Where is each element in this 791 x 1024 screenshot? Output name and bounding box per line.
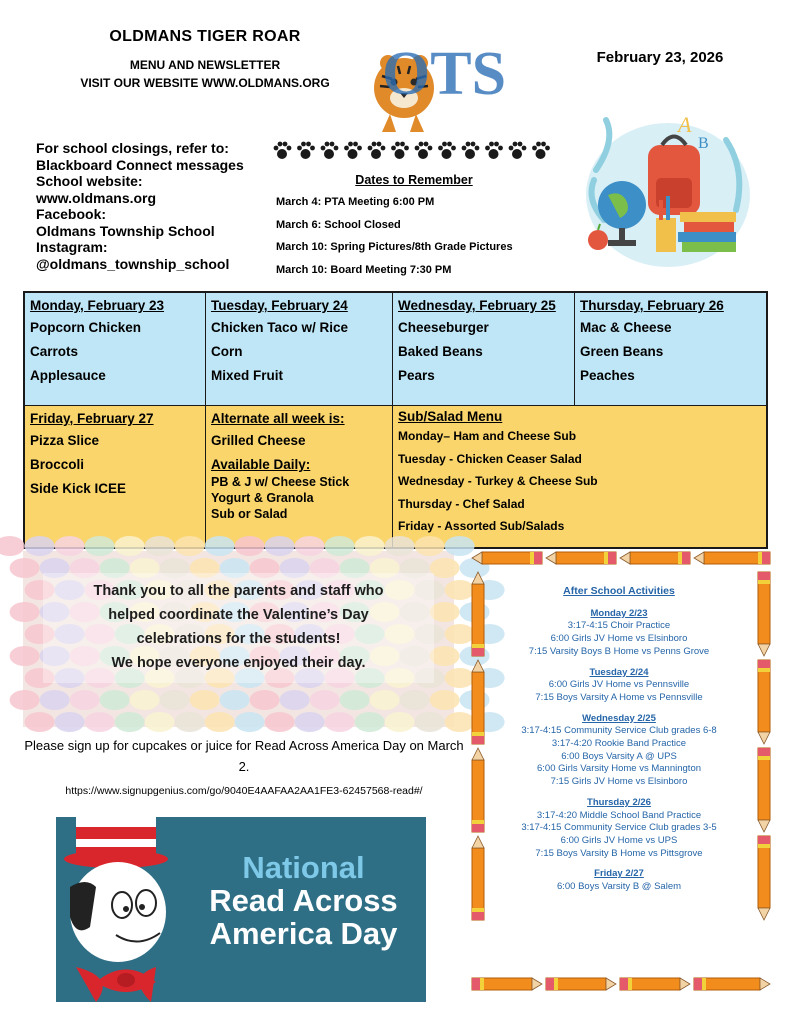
sub-item: Friday - Assorted Sub/Salads	[398, 519, 565, 533]
alternate-title: Alternate all week is:	[211, 411, 345, 426]
lunch-menu-grid	[23, 291, 768, 549]
paw-print-icon	[415, 142, 433, 159]
menu-item: Cheeseburger	[398, 320, 489, 335]
pencil-icon	[758, 660, 770, 744]
activity-item: 3:17-4:15 Community Service Club grades 3-5	[521, 822, 717, 834]
menu-item: Baked Beans	[398, 344, 483, 359]
activity-day: Tuesday 2/24	[589, 666, 649, 678]
available-daily-title: Available Daily:	[211, 457, 311, 472]
closings-line: Instagram:	[36, 239, 108, 255]
paw-print-icon	[297, 142, 315, 159]
activity-day: Thursday 2/26	[587, 796, 651, 808]
menu-thursday	[575, 293, 766, 406]
signup-link[interactable]: https://www.signupgenius.com/go/9040E4AAFAA2AA1FE3-62457568-read#/	[65, 785, 423, 797]
menu-item: Corn	[211, 344, 243, 359]
newsletter-title: OLDMANS TIGER ROAR	[109, 28, 301, 45]
pencil-icon	[758, 572, 770, 656]
pencil-icon	[620, 552, 690, 564]
activity-item: 3:17-4:15 Choir Practice	[567, 620, 671, 632]
newsletter-subtitle	[40, 56, 370, 92]
menu-item: Mixed Fruit	[211, 368, 284, 383]
date-item: March 10: Spring Pictures/8th Grade Pictures	[276, 241, 513, 253]
menu-alternate	[206, 406, 393, 547]
daily-item: PB & J w/ Cheese Stick	[211, 475, 350, 489]
activity-day: Monday 2/23	[590, 607, 648, 619]
pencil-icon	[758, 836, 770, 920]
activity-item: 3:17-4:20 Rookie Band Practice	[551, 738, 687, 750]
menu-item: Green Beans	[580, 344, 664, 359]
paw-print-icon	[509, 142, 527, 159]
pencil-icon	[546, 978, 616, 990]
after-school-activities	[490, 585, 748, 894]
raa-line-3: America Day	[209, 916, 398, 951]
pencil-icon	[546, 552, 616, 564]
menu-item: Pizza Slice	[30, 433, 100, 448]
newsletter-date: February 23, 2026	[596, 49, 724, 66]
closings-line: Facebook:	[36, 206, 107, 222]
activity-item: 7:15 Varsity Boys B Home vs Penns Grove	[528, 645, 710, 657]
menu-friday	[25, 406, 206, 547]
raa-line-2: Read Across	[209, 883, 398, 918]
paw-print-divider	[272, 138, 556, 162]
logo-letters: OTS	[382, 40, 507, 108]
closings-line: www.oldmans.org	[36, 189, 157, 206]
read-across-america-banner	[56, 817, 426, 1002]
pencil-icon	[472, 978, 542, 990]
paw-print-icon	[532, 142, 550, 159]
menu-tuesday	[206, 293, 393, 406]
books-icon	[678, 212, 736, 252]
menu-day-title: Friday, February 27	[30, 411, 154, 426]
activity-item: 6:00 Boys Varsity A @ UPS	[561, 750, 677, 762]
activity-item: 6:00 Girls JV Home vs Elsinboro	[550, 633, 688, 645]
menu-wednesday	[393, 293, 575, 406]
daily-item: Sub or Salad	[211, 507, 288, 521]
pencil-icon	[694, 552, 770, 564]
menu-item: Side Kick ICEE	[30, 481, 127, 496]
pencil-icon	[472, 572, 484, 656]
menu-day-title: Tuesday, February 24	[211, 298, 348, 313]
activity-item: 6:00 Girls JV Home vs UPS	[560, 834, 678, 846]
menu-day-title: Wednesday, February 25	[398, 298, 556, 313]
pencil-icon	[472, 836, 484, 920]
menu-item: Applesauce	[30, 368, 106, 383]
date-item: March 4: PTA Meeting 6:00 PM	[276, 196, 435, 208]
paw-print-icon	[344, 142, 362, 159]
paw-print-icon	[438, 142, 456, 159]
read-across-america-title	[191, 851, 416, 950]
activity-item: 3:17-4:20 Middle School Band Practice	[536, 809, 702, 821]
activities-title: After School Activities	[563, 585, 675, 597]
menu-sub-salad	[393, 406, 766, 547]
subtitle-line-1: MENU AND NEWSLETTER	[129, 58, 281, 72]
valentine-line: celebrations for the students!	[136, 631, 341, 647]
menu-item: Carrots	[30, 344, 79, 359]
closings-line: Oldmans Township School	[36, 222, 215, 239]
activity-item: 6:00 Girls JV Home vs Pennsville	[548, 679, 690, 691]
activity-item: 7:15 Boys Varsity A Home vs Pennsville	[535, 691, 703, 703]
closings-line: For school closings, refer to:	[36, 140, 229, 156]
paw-print-icon	[485, 142, 503, 159]
sub-item: Wednesday - Turkey & Cheese Sub	[398, 474, 598, 488]
school-supplies-illustration	[576, 100, 756, 270]
menu-item: Chicken Taco w/ Rice	[211, 320, 349, 335]
menu-item: Pears	[398, 368, 435, 383]
menu-day-title: Thursday, February 26	[580, 298, 724, 313]
pencil-icon	[620, 978, 690, 990]
activity-item: 7:15 Boys Varsity B Home vs Pittsgrove	[535, 847, 703, 859]
menu-item: Peaches	[580, 368, 635, 383]
cat-in-the-hat-icon	[56, 817, 196, 1002]
pencil-icon	[694, 978, 770, 990]
dates-to-remember-list	[276, 196, 566, 286]
date-item: March 6: School Closed	[276, 218, 401, 231]
date-item: March 10: Board Meeting 7:30 PM	[276, 263, 452, 276]
activity-day: Wednesday 2/25	[582, 712, 656, 724]
paw-print-icon	[368, 142, 386, 159]
alternate-item: Grilled Cheese	[211, 433, 306, 448]
sub-salad-title: Sub/Salad Menu	[398, 409, 503, 424]
signup-text: Please sign up for cupcakes or juice for Read Across America Day on March 2.	[24, 738, 464, 774]
activity-item: 7:15 Girls JV Home vs Elsinboro	[550, 776, 688, 788]
menu-day-title: Monday, February 23	[30, 298, 165, 313]
pencil-icon	[758, 748, 770, 832]
valentine-line: We hope everyone enjoyed their day.	[111, 655, 366, 671]
paw-print-icon	[462, 142, 480, 159]
activity-item: 6:00 Boys Varsity B @ Salem	[556, 881, 682, 893]
menu-item: Broccoli	[30, 457, 85, 472]
sub-item: Tuesday - Chicken Ceaser Salad	[398, 451, 582, 466]
school-closings-info	[36, 140, 276, 272]
paw-print-icon	[391, 142, 409, 159]
valentine-line: Thank you to all the parents and staff who	[93, 583, 384, 599]
dates-to-remember-title: Dates to Remember	[355, 173, 473, 187]
activity-item: 3:17-4:15 Community Service Club grades 6-8	[521, 725, 717, 737]
sub-item: Monday– Ham and Cheese Sub	[398, 429, 577, 443]
paw-print-icon	[321, 142, 339, 159]
subtitle-line-2: VISIT OUR WEBSITE WWW.OLDMANS.ORG	[80, 76, 330, 90]
sub-item: Thursday - Chef Salad	[398, 496, 525, 511]
valentine-line: helped coordinate the Valentine’s Day	[108, 607, 369, 623]
menu-item: Mac & Cheese	[580, 320, 672, 335]
valentine-message	[23, 579, 454, 675]
menu-monday	[25, 293, 206, 406]
closings-line: School website:	[36, 173, 143, 189]
activity-day: Friday 2/27	[594, 868, 644, 880]
school-logo	[352, 26, 507, 136]
closings-line: Blackboard Connect messages	[36, 156, 244, 173]
daily-item: Yogurt & Granola	[211, 491, 314, 505]
raa-line-1: National	[242, 850, 365, 885]
pencil-icon	[472, 748, 484, 832]
valentine-banner	[23, 551, 454, 727]
letter-b: B	[698, 135, 709, 152]
pencil-icon	[472, 660, 484, 744]
backpack-icon	[648, 137, 700, 216]
paw-print-icon	[274, 142, 292, 159]
activity-item: 6:00 Girls Varsity Home vs Mannington	[536, 763, 702, 775]
closings-line: @oldmans_township_school	[36, 255, 230, 272]
pencil-icon	[472, 552, 542, 564]
letter-a: A	[678, 112, 692, 137]
menu-item: Popcorn Chicken	[30, 320, 142, 335]
